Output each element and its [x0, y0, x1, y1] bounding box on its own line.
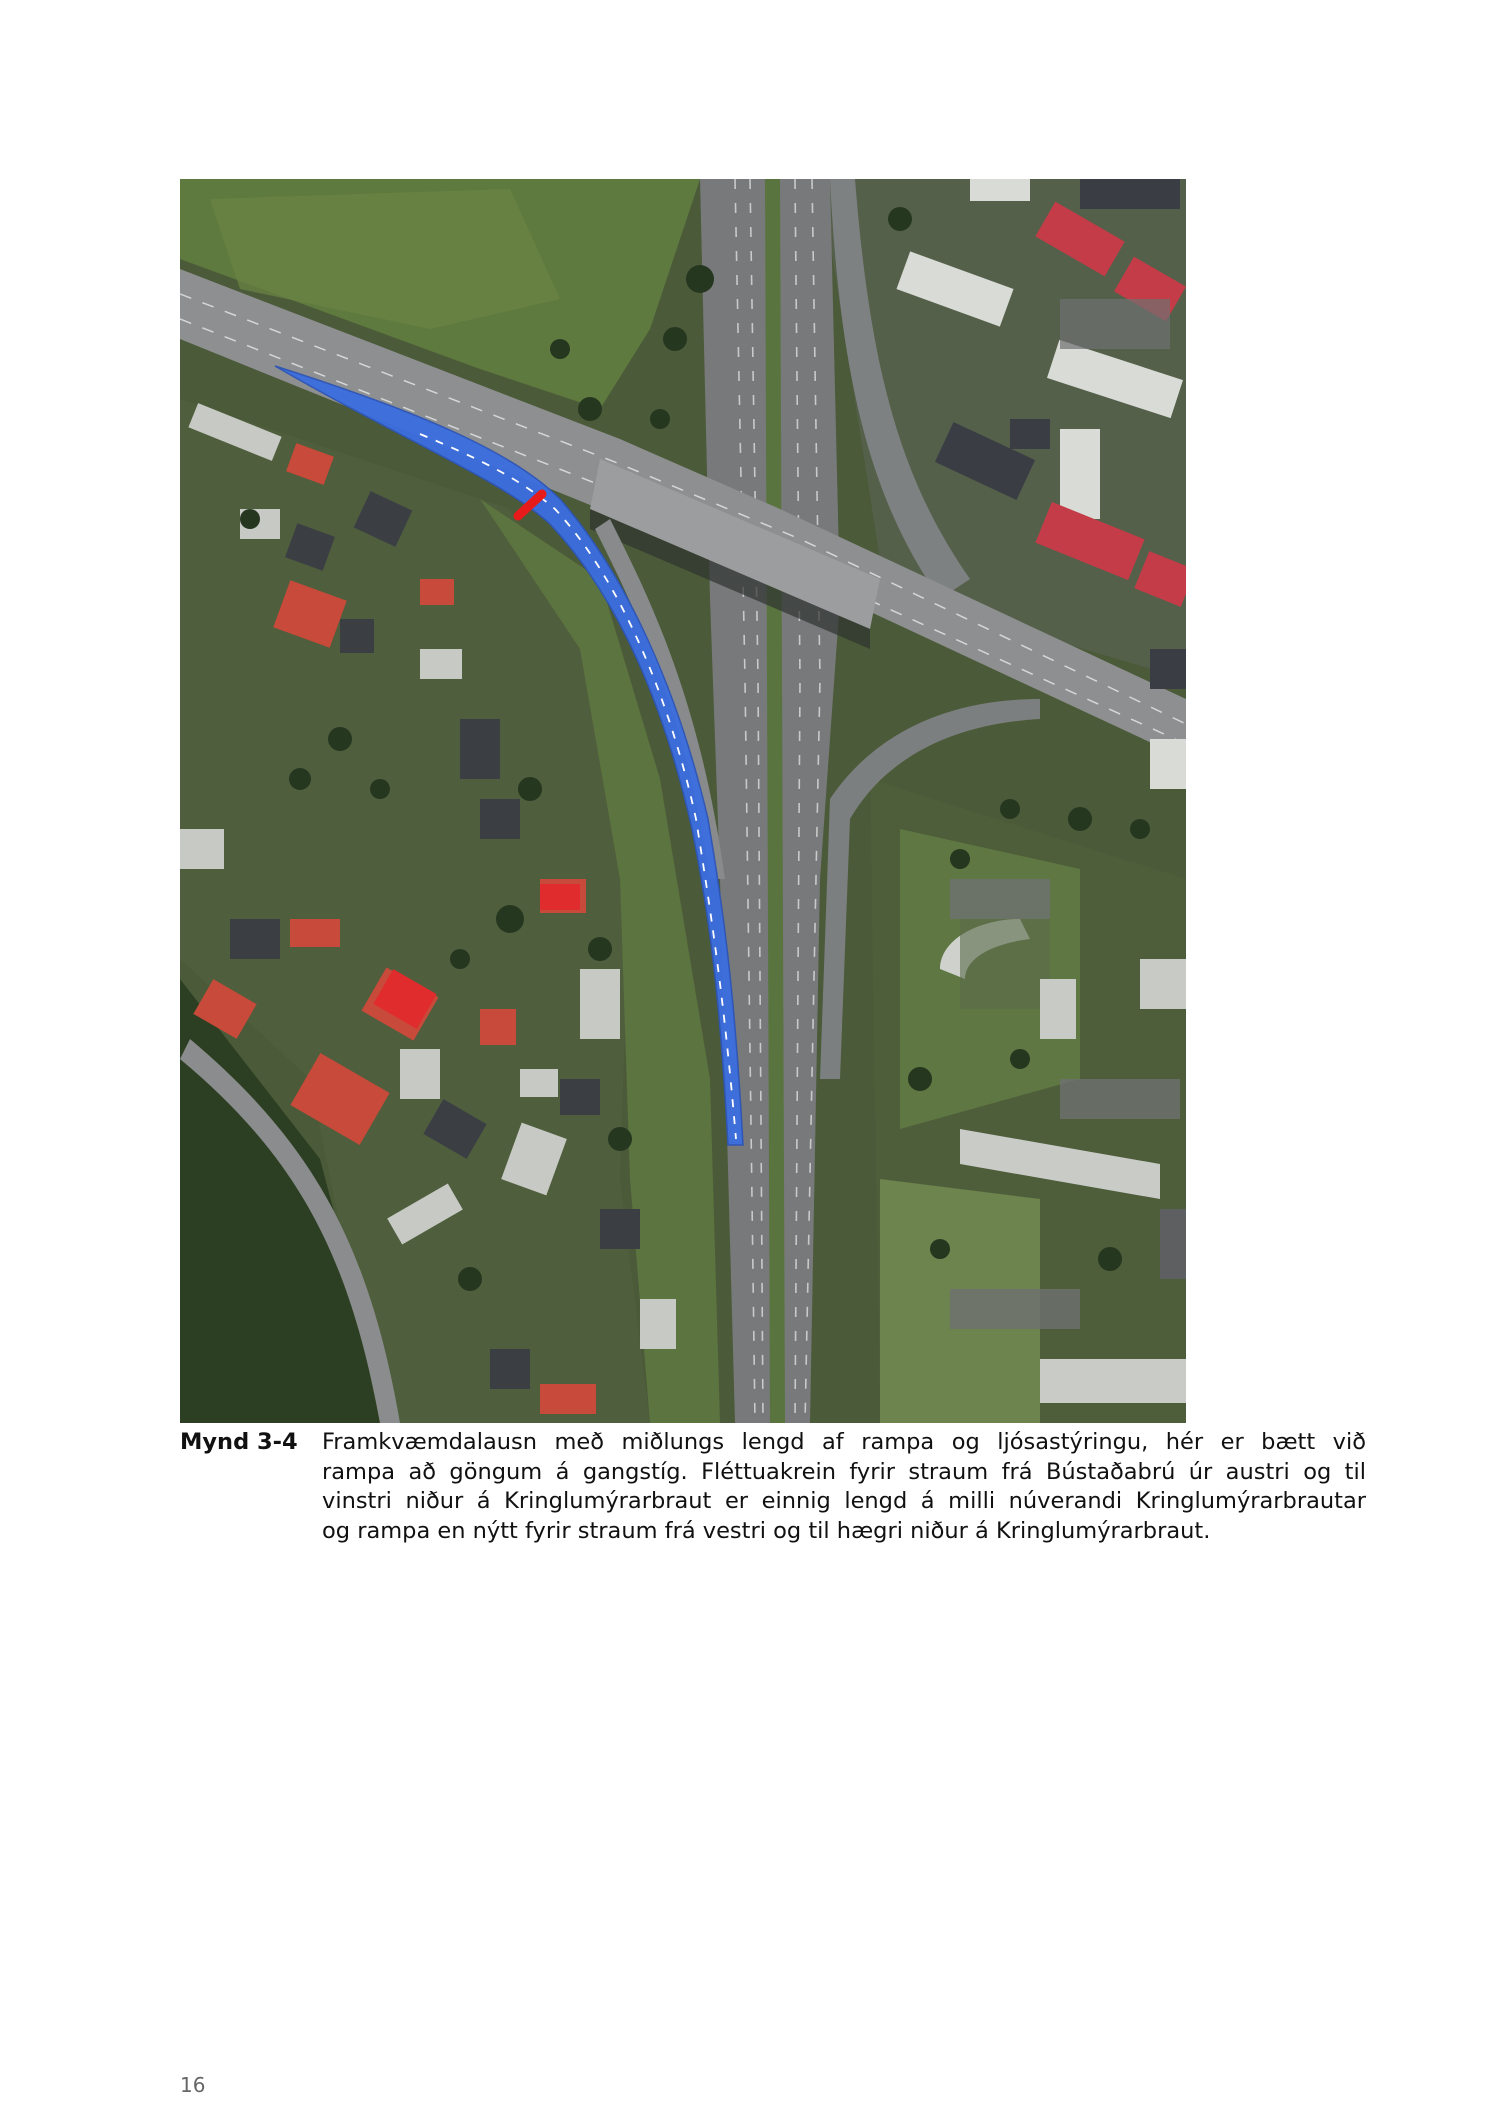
caption-line: rampa að göngum á gangstíg. Fléttuakrein fyrir straum frá Bústaðabrú úr austri og til	[322, 1458, 1366, 1485]
caption-text	[322, 1428, 1366, 1546]
aerial-photo-svg	[180, 179, 1186, 1423]
aerial-photo-interchange	[180, 179, 1186, 1423]
page-number: 16	[180, 2073, 206, 2097]
caption-line: Framkvæmdalausn með miðlungs lengd af rampa og ljósastýringu, hér er bætt við	[322, 1429, 1366, 1455]
caption-line: vinstri niður á Kringlumýrarbraut er einnig lengd á milli núverandi Kringlumýrarbrautar	[322, 1488, 1366, 1514]
caption-line: og rampa en nýtt fyrir straum frá vestri og til hægri niður á Kringlumýrarbraut.	[322, 1517, 1211, 1544]
caption-label: Mynd 3-4	[180, 1429, 298, 1455]
